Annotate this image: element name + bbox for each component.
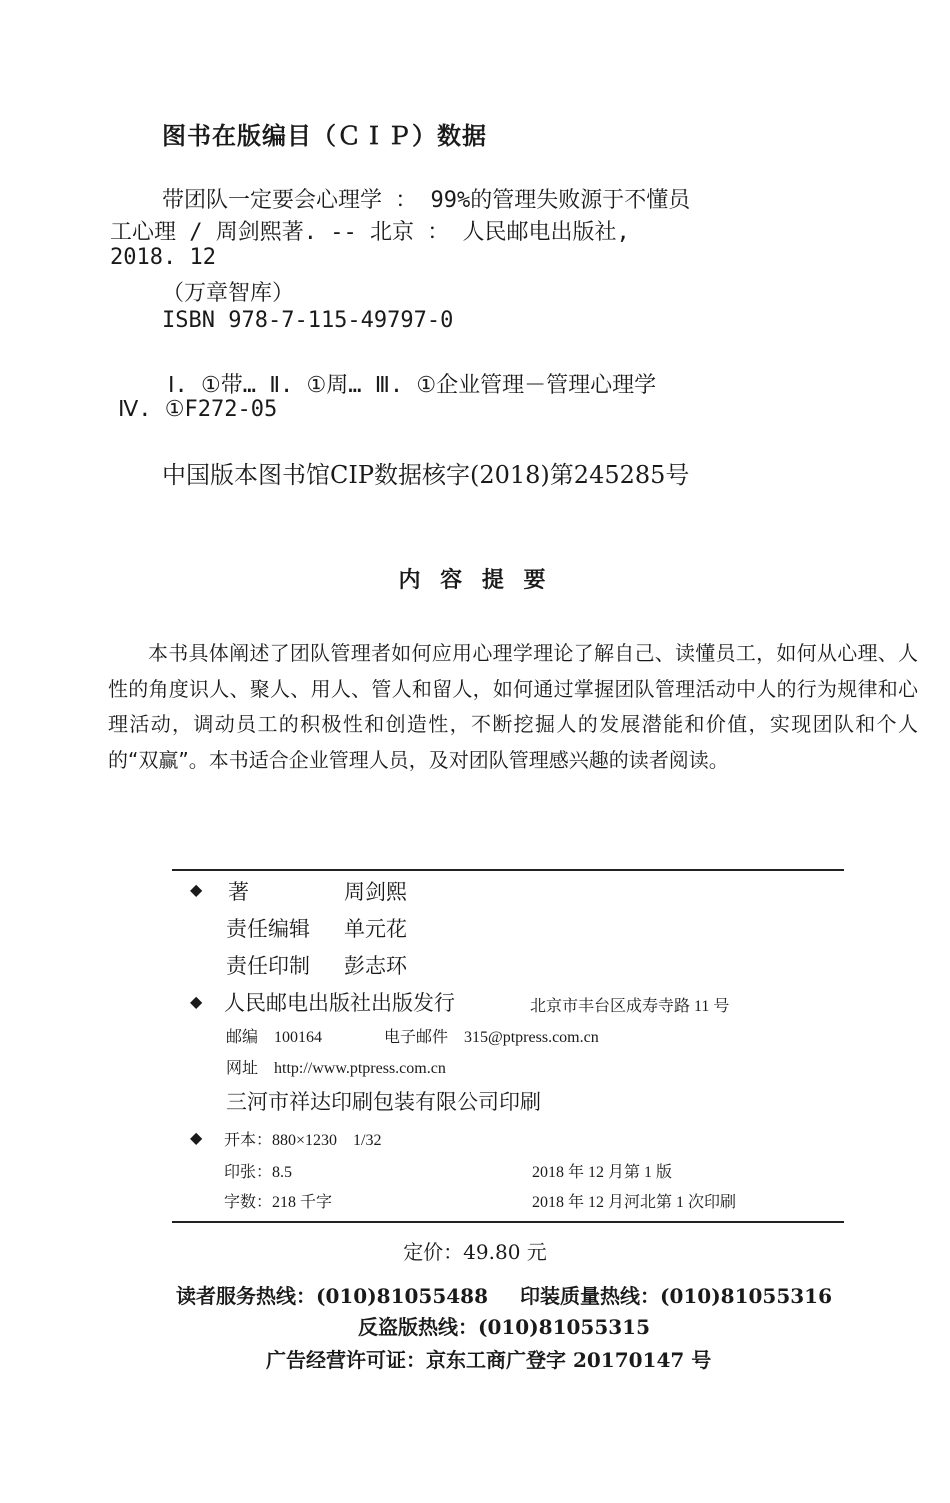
address: 北京市丰台区成寿寺路 11 号	[530, 998, 730, 1015]
ad-license: 广告经营许可证：京东工商广登字 20170147 号	[266, 1348, 712, 1372]
piracy-hotline: 反盗版热线：(010)81055315	[358, 1315, 651, 1339]
service-hotline: 读者服务热线：(010)81055488	[176, 1284, 489, 1308]
words: 字数：218 千字	[224, 1194, 333, 1211]
printer: 三河市祥达印刷包装有限公司印刷	[226, 1090, 541, 1114]
postcode: 邮编 100164	[226, 1029, 323, 1046]
bib-line-1: 带团队一定要会心理学 ： 99%的管理失败源于不懂员	[162, 188, 691, 213]
publisher: 人民邮电出版社出版发行	[224, 991, 455, 1015]
format: 开本：880×1230 1/32	[224, 1132, 382, 1149]
editor-label: 责任编辑	[226, 917, 310, 941]
print-label: 责任印制	[226, 954, 310, 978]
editor: 单元花	[344, 917, 407, 941]
top-rule	[172, 869, 844, 871]
edition: 2018 年 12 月第 1 版	[532, 1164, 673, 1181]
print-person: 彭志环	[344, 954, 407, 978]
sheets: 印张：8.5	[224, 1164, 293, 1181]
price: 定价：49.80 元	[403, 1240, 547, 1264]
bullet-icon: ◆	[190, 992, 203, 1011]
cip-number: 中国版本图书馆CIP数据核字(2018)第245285号	[162, 461, 690, 489]
website: 网址 http://www.ptpress.com.cn	[226, 1060, 446, 1077]
bib-line-3: 2018. 12	[110, 245, 216, 270]
quality-hotline: 印装质量热线：(010)81055316	[520, 1284, 833, 1308]
bottom-rule	[172, 1221, 844, 1223]
summary-heading: 内 容 提 要	[398, 568, 552, 593]
printing: 2018 年 12 月河北第 1 次印刷	[532, 1194, 737, 1211]
bib-line-2: 工心理 / 周剑熙著. -- 北京 ： 人民邮电出版社,	[110, 220, 630, 245]
author-label: 著	[228, 880, 249, 904]
classification-line-1: Ⅰ. ①带… Ⅱ. ①周… Ⅲ. ①企业管理－管理心理学	[168, 373, 657, 398]
bullet-icon: ◆	[190, 1128, 203, 1147]
classification-line-2: Ⅳ. ①F272-05	[118, 397, 278, 422]
author: 周剑熙	[344, 880, 407, 904]
series: （万章智库）	[162, 281, 295, 306]
bullet-icon: ◆	[190, 880, 203, 899]
summary-text: 本书具体阐述了团队管理者如何应用心理学理论了解自己、读懂员工，如何从心理、人性的角度识人、聚人、用人、管人和留人，如何通过掌握团队管理活动中人的行为规律和心理活动，调动员工的积极性和创造性，不断挖掘人的发展潜能和价值，实现团队和个人的“双赢”。本书适合企业管理人员，及对团队管理感兴趣的读者阅读。	[108, 641, 918, 772]
email: 电子邮件 315@ptpress.com.cn	[384, 1029, 599, 1046]
cip-title: 图书在版编目（ＣＩＰ）数据	[162, 122, 487, 150]
isbn: ISBN 978-7-115-49797-0	[162, 308, 454, 333]
